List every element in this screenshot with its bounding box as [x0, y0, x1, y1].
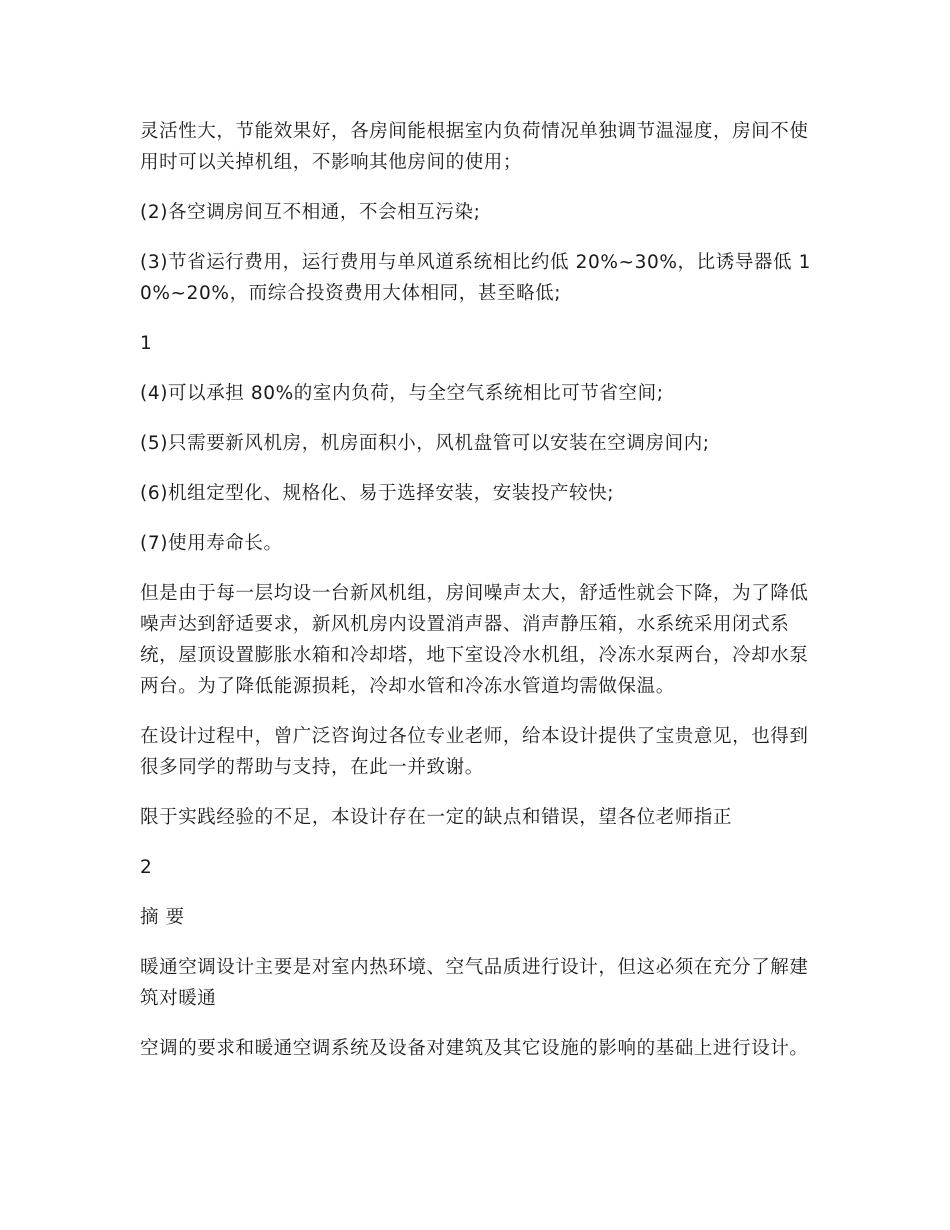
- abstract-paragraph-1: 暖通空调设计主要是对室内热环境、空气品质进行设计，但这必须在充分了解建筑对暖通: [140, 957, 809, 1009]
- list-item-2: (2)各空调房间互不相通，不会相互污染;: [140, 202, 481, 223]
- paragraph-limitations: 限于实践经验的不足，本设计存在一定的缺点和错误，望各位老师指正: [140, 807, 733, 828]
- paragraph-noise: 但是由于每一层均设一台新风机组，房间噪声太大，舒适性就会下降，为了降低噪声达到舒适要求，新风机房内设置消声器、消声静压箱，水系统采用闭式系统，屋顶设置膨胀水箱和冷却塔，地下室设冷水机组，冷冻水泵两台，冷却水泵两台。为了降低能源损耗，冷却水管和冷冻水管道均需做保温。: [140, 583, 809, 697]
- paragraph-flexibility: 灵活性大，节能效果好，各房间能根据室内负荷情况单独调节温湿度，房间不使用时可以关掉机组，不影响其他房间的使用；: [140, 121, 809, 173]
- abstract-heading: 摘 要: [140, 907, 185, 928]
- list-item-6: (6)机组定型化、规格化、易于选择安装，安装投产较快;: [140, 483, 615, 504]
- page-number-2: 2: [140, 857, 153, 878]
- page-number-1: 1: [140, 333, 153, 354]
- abstract-paragraph-2: 空调的要求和暖通空调系统及设备对建筑及其它设施的影响的基础上进行设计。: [140, 1038, 809, 1059]
- list-item-5: (5)只需要新风机房，机房面积小，风机盘管可以安装在空调房间内;: [140, 433, 710, 454]
- list-item-7: (7)使用寿命长。: [140, 533, 283, 554]
- document-body: [140, 116, 812, 1083]
- paragraph-acknowledgement: 在设计过程中，曾广泛咨询过各位专业老师，给本设计提供了宝贵意见，也得到很多同学的帮助与支持，在此一并致谢。: [140, 726, 809, 778]
- list-item-4: (4)可以承担 80%的室内负荷，与全空气系统相比可节省空间;: [140, 383, 664, 404]
- list-item-3: (3)节省运行费用，运行费用与单风道系统相比约低 20%~30%，比诱导器低 10%~20%，而综合投资费用大体相同，甚至略低;: [140, 252, 811, 304]
